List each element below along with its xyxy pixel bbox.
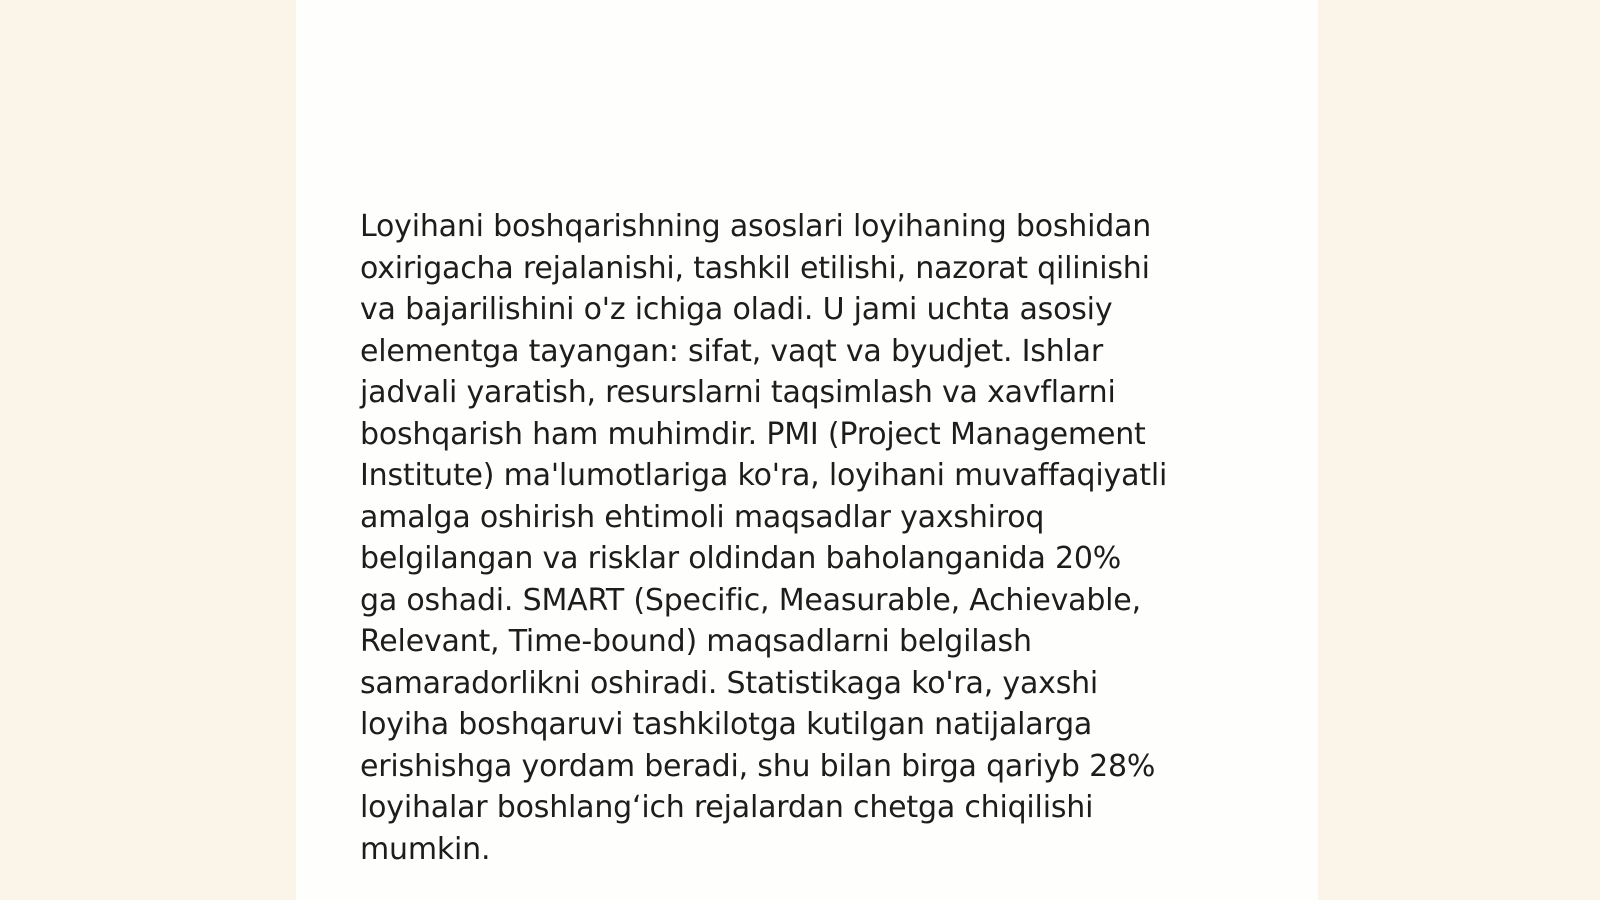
body-paragraph: Loyihani boshqarishning asoslari loyihaning boshidan oxirigacha rejalanishi, tashkil etilishi, nazorat qilinishi va bajarilishini o'z ichiga oladi. U jami uchta asosiy elementga tayangan: sifat, vaqt va byudjet. Ishlar jadvali yaratish, resurslarni taqsimlash va xavflarni boshqarish ham muhimdir. PMI (Project Management Institute) ma'lumotlariga ko'ra, loyihani muvaffaqiyatli amalga oshirish ehtimoli maqsadlar yaxshiroq belgilangan va risklar oldindan baholanganida 20% ga oshadi. SMART (Specific, Measurable, Achievable, Relevant, Time-bound) maqsadlarni belgilash samaradorlikni oshiradi. Statistikaga ko'ra, yaxshi loyiha boshqaruvi tashkilotga kutilgan natijalarga erishishga yordam beradi, shu bilan birga qariyb 28% loyihalar boshlang‘ich rejalardan chetga chiqilishi mumkin. [360,209,1168,867]
document-page [296,0,1318,900]
